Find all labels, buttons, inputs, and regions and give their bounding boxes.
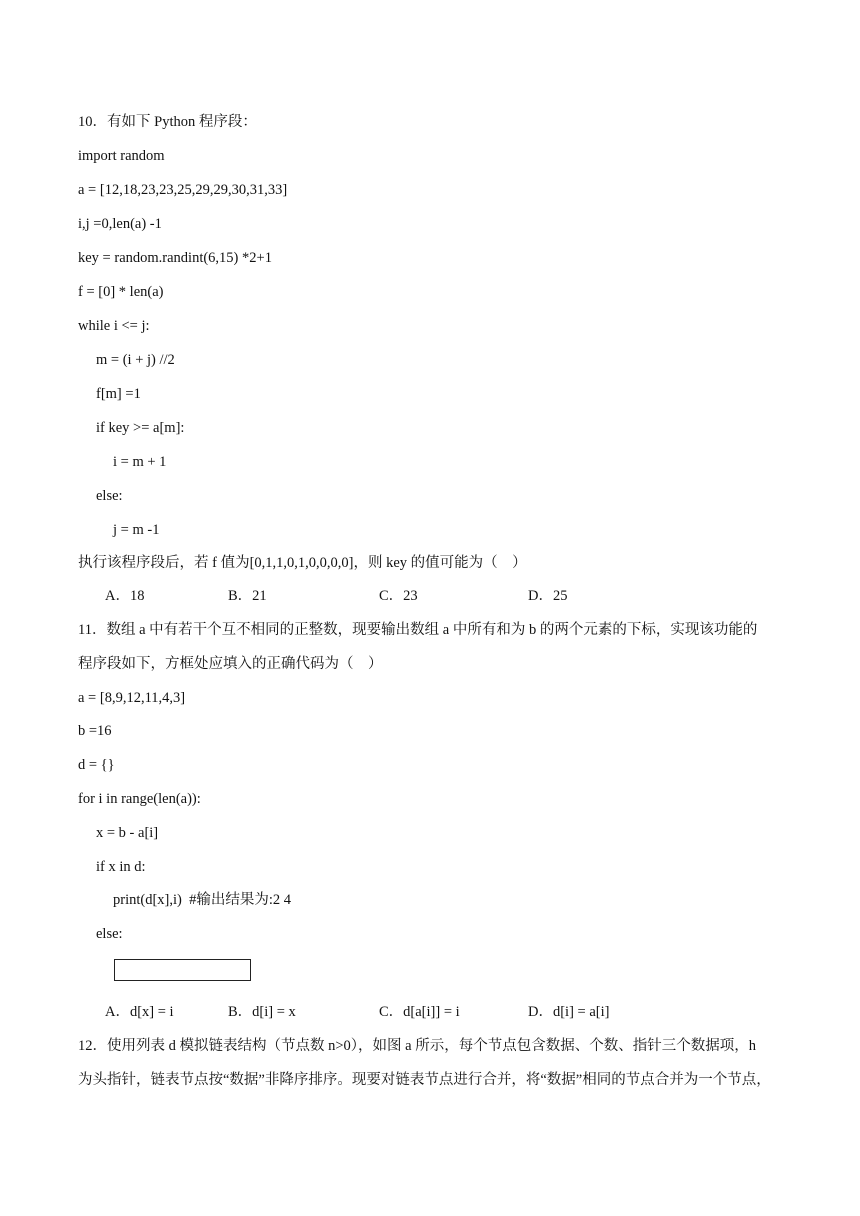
answer-blank-box [114,959,251,981]
q10-option-c: C．23 [379,588,418,604]
q10-code-line: if key >= a[m]: [96,420,185,436]
q11-option-a: A．d[x] = i [105,1004,174,1020]
q10-option-b: B．21 [228,588,267,604]
q10-option-d: D．25 [528,588,568,604]
q11-code-line: x = b - a[i] [96,825,159,841]
q10-option-a: A．18 [105,588,145,604]
q11-option-c: C．d[a[i]] = i [379,1004,460,1020]
q10-code-line: a = [12,18,23,23,25,29,29,30,31,33] [78,182,288,198]
q10-code-line: i,j =0,len(a) -1 [78,216,162,232]
q10-code-line: j = m -1 [113,522,160,538]
q10-title: 10．有如下 Python 程序段： [78,114,257,130]
q11-code-line: for i in range(len(a)): [78,791,201,807]
q10-code-line: i = m + 1 [113,454,167,470]
q11-code-line: if x in d: [96,859,146,875]
q11-code-line: d = {} [78,757,115,773]
q10-code-line: f[m] =1 [96,386,141,402]
q11-title: 11．数组 a 中有若干个互不相同的正整数，现要输出数组 a 中所有和为 b 的两个元素的下标，实现该功能的 [78,622,758,638]
q10-code-line: m = (i + j) //2 [96,352,175,368]
q11-title: 程序段如下，方框处应填入的正确代码为（ ） [78,656,383,672]
q11-code-line: b =16 [78,723,112,739]
q10-code-line: key = random.randint(6,15) *2+1 [78,250,272,266]
q11-option-b: B．d[i] = x [228,1004,296,1020]
q10-code-line: import random [78,148,165,164]
q11-code-line: print(d[x],i) #输出结果为:2 4 [113,892,292,908]
q10-code-line: else: [96,488,123,504]
q11-option-d: D．d[i] = a[i] [528,1004,610,1020]
q11-code-line: a = [8,9,12,11,4,3] [78,690,186,706]
q12-text: 为头指针，链表节点按“数据”非降序排序。现要对链表节点进行合并，将“数据”相同的节点合并为一个节点， [78,1072,771,1088]
q12-text: 12．使用列表 d 模拟链表结构（节点数 n>0），如图 a 所示，每个节点包含数据、个数、指针三个数据项，h [78,1038,756,1054]
q11-code-line: else: [96,926,123,942]
q10-code-line: f = [0] * len(a) [78,284,164,300]
q10-question: 执行该程序段后，若 f 值为[0,1,1,0,1,0,0,0,0]，则 key 的值可能为（ ） [78,555,527,571]
q10-code-line: while i <= j: [78,318,150,334]
